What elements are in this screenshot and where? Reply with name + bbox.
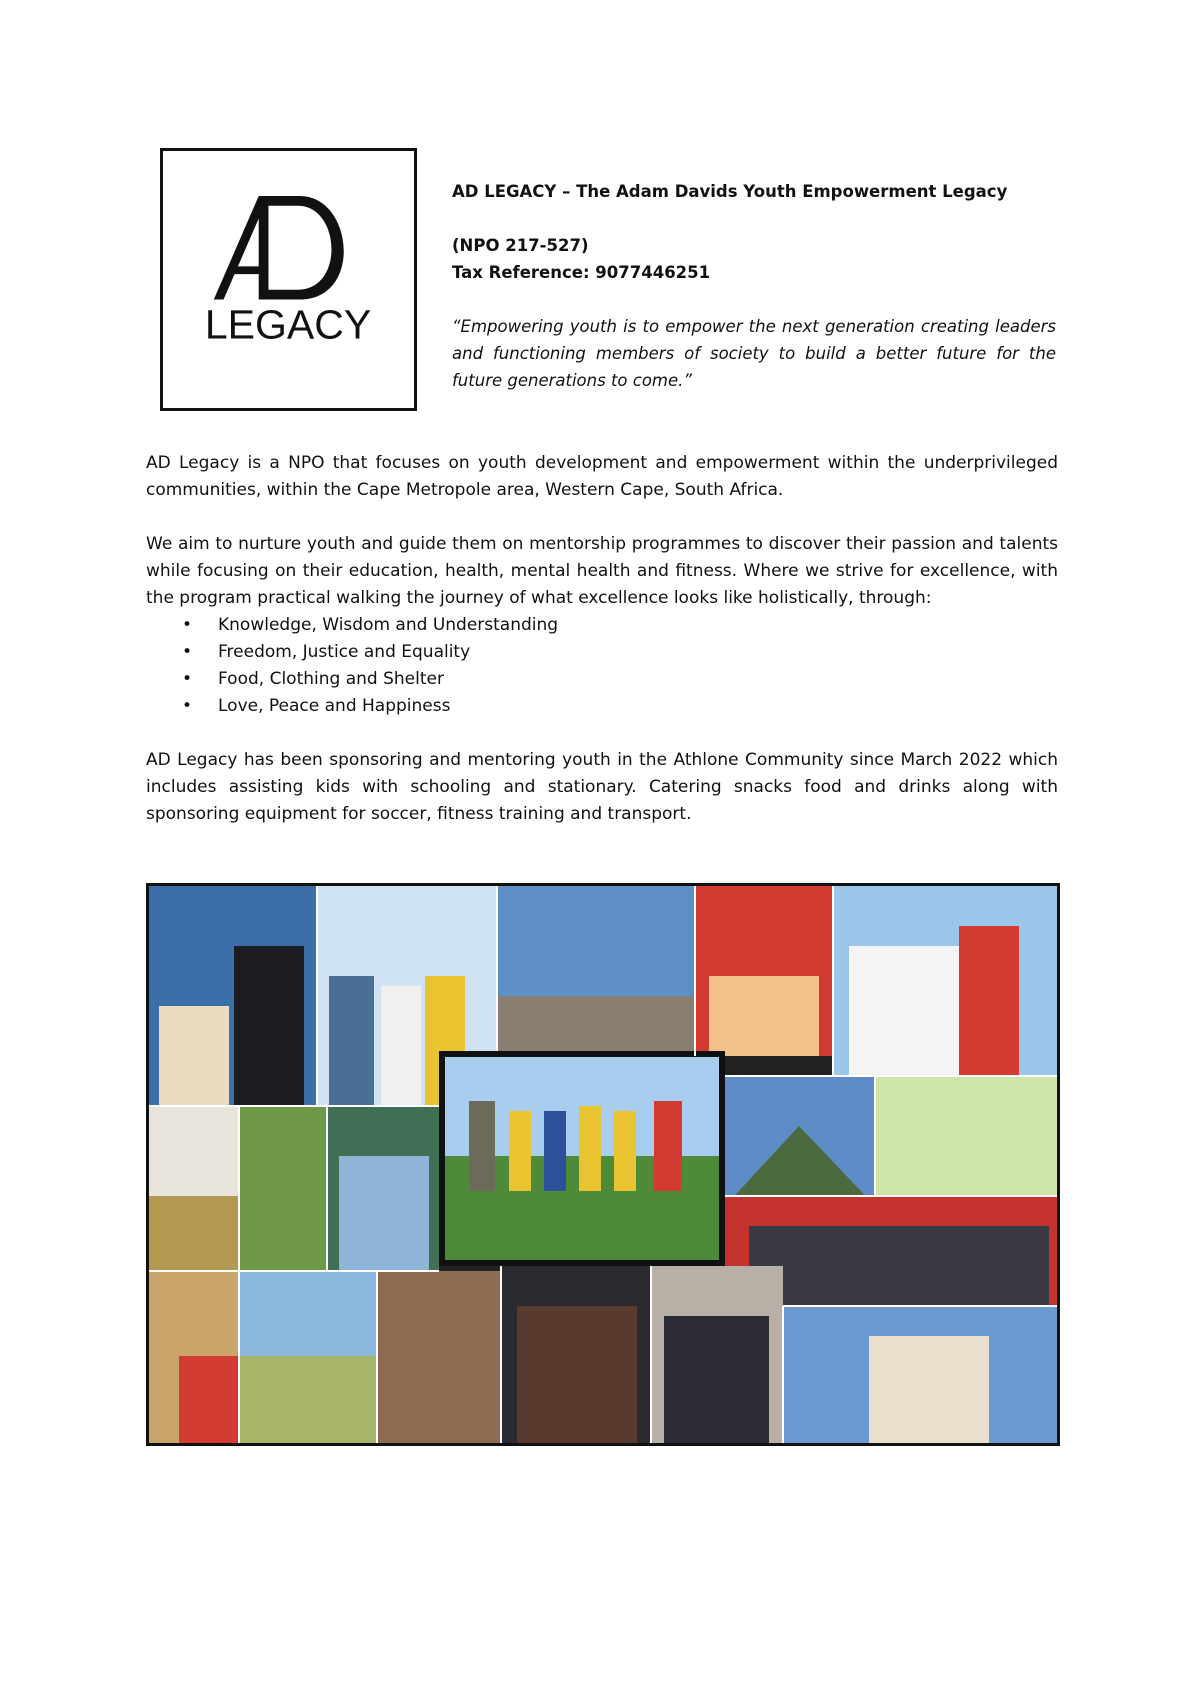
- logo-a-right-stroke: [259, 196, 269, 300]
- list-item: • Food, Clothing and Shelter: [218, 666, 1058, 693]
- collage-photo-figure: [381, 986, 421, 1106]
- logo-a-crossbar: [233, 266, 268, 274]
- collage-photo-group: [664, 1316, 769, 1443]
- collage-photo-figure: [959, 926, 1019, 1076]
- logo-d-bowl: [268, 196, 343, 300]
- collage-feature-figure: [469, 1101, 495, 1191]
- sponsorship-paragraph: AD Legacy has been sponsoring and mentoring youth in the Athlone Community since March 2022 which includes assisting kids with schooling and stationary. Catering snacks food and drinks along with sponsoring equipment for soccer, fitness training and transport.: [146, 750, 1058, 824]
- npo-number: (NPO 217-527): [452, 236, 589, 255]
- photo-collage-illustration: [149, 886, 1057, 1443]
- intro-paragraph: AD Legacy is a NPO that focuses on youth development and empowerment within the underprivileged communities, within the Cape Metropole area, Western Cape, South Africa.: [146, 453, 1058, 500]
- collage-photo-figure: [159, 1006, 229, 1106]
- photo-collage: [146, 883, 1060, 1446]
- collage-feature-figure: [579, 1106, 601, 1191]
- list-item: • Love, Peace and Happiness: [218, 693, 1058, 720]
- collage-feature-figure: [614, 1111, 636, 1191]
- collage-photo-food: [709, 976, 819, 1056]
- collage-photo: [239, 1106, 327, 1271]
- header-block: [452, 178, 1056, 394]
- mission-quote: “Empowering youth is to empower the next generation creating leaders and functioning members of society to build a better future for the future generations to come.”: [452, 317, 1056, 390]
- body-text: [146, 450, 1058, 855]
- collage-photo-figure: [869, 1336, 989, 1443]
- list-item: • Freedom, Justice and Equality: [218, 639, 1058, 666]
- collage-photo-figure: [329, 976, 374, 1106]
- collage-feature-figure: [544, 1111, 566, 1191]
- tax-reference: Tax Reference: 9077446251: [452, 263, 711, 282]
- collage-feature-figure: [654, 1101, 682, 1191]
- collage-photo-field: [239, 1356, 377, 1443]
- collage-photo: [875, 1076, 1057, 1196]
- collage-photo-figure: [179, 1356, 239, 1443]
- values-list: [146, 612, 1058, 720]
- collage-photo-ground: [497, 996, 695, 1056]
- ad-legacy-logo: [160, 148, 417, 411]
- list-item: • Knowledge, Wisdom and Understanding: [218, 612, 1058, 639]
- collage-photo-group: [517, 1306, 637, 1443]
- logo-word-legacy: LEGACY: [204, 301, 372, 348]
- collage-photo-drum: [149, 1196, 239, 1271]
- organisation-title: AD LEGACY – The Adam Davids Youth Empowerment Legacy: [452, 182, 1008, 201]
- collage-photo-figure: [234, 946, 304, 1106]
- ad-legacy-logo-mark: [163, 151, 414, 408]
- collage-photo-figure: [339, 1156, 429, 1271]
- collage-feature-figure: [509, 1111, 531, 1191]
- aims-paragraph: We aim to nurture youth and guide them on mentorship programmes to discover their passion and talents while focusing on their education, health, mental health and fitness. Where we strive for excellence, with the program practical walking the journey of what excellence looks like holistically, through:: [146, 534, 1058, 608]
- collage-photo-group: [749, 1226, 1049, 1306]
- collage-photo: [377, 1271, 501, 1443]
- collage-photo-car: [849, 946, 959, 1076]
